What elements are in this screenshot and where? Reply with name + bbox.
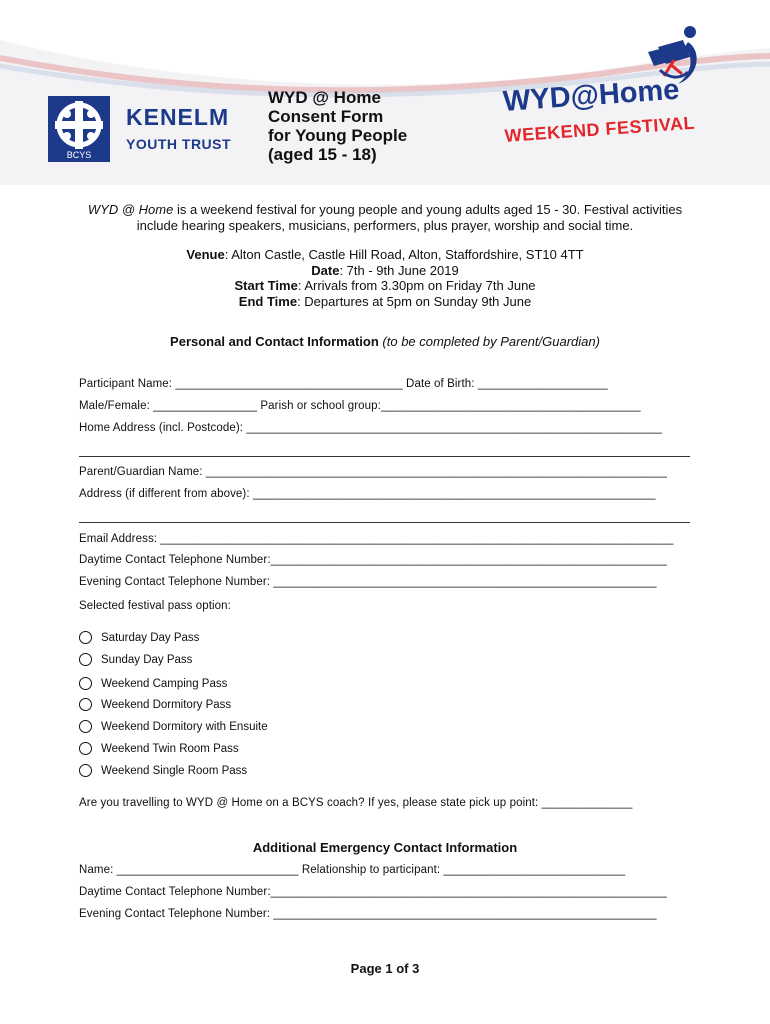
- intro-event-name: WYD @ Home: [87, 202, 174, 217]
- start-time-label: Start Time: [234, 278, 298, 293]
- title-line: (aged 15 - 18): [268, 145, 377, 164]
- emergency-name-relationship-field[interactable]: Name: ____________________________ Relationship to participant: ____________________________: [79, 864, 626, 876]
- pass-option-label: Saturday Day Pass: [101, 632, 200, 644]
- pass-option[interactable]: [79, 742, 239, 755]
- pass-option[interactable]: [79, 677, 227, 690]
- radio-button-icon[interactable]: [79, 677, 92, 690]
- pass-option-label: Sunday Day Pass: [101, 654, 193, 666]
- date-label: Date: [311, 262, 340, 278]
- coach-pickup-field[interactable]: Are you travelling to WYD @ Home on a BCYS coach? If yes, please state pick up point: ______________: [79, 797, 633, 809]
- personal-note: (to be completed by Parent/Guardian): [382, 334, 600, 349]
- evening-phone-field[interactable]: Evening Contact Telephone Number: ___________________________________________________________: [79, 576, 657, 588]
- intro-paragraph: [70, 202, 700, 234]
- event-logo-title: WYD@Home: [502, 73, 681, 118]
- start-time-value: : Arrivals from 3.30pm on Friday 7th June: [297, 278, 536, 293]
- pass-option[interactable]: [79, 698, 231, 711]
- pass-prompt: Selected festival pass option:: [79, 600, 231, 612]
- venue-label: Venue: [186, 247, 225, 262]
- pass-option-label: Weekend Single Room Pass: [101, 765, 248, 777]
- pass-option[interactable]: [79, 631, 199, 644]
- form-title: [268, 88, 448, 164]
- radio-button-icon[interactable]: [79, 742, 92, 755]
- date-value: : 7th - 9th June 2019: [339, 262, 459, 278]
- home-address-line-2[interactable]: [79, 456, 690, 457]
- venue-value: : Alton Castle, Castle Hill Road, Alton, Staffordshire, ST10 4TT: [224, 247, 584, 262]
- daytime-phone-field[interactable]: Daytime Contact Telephone Number:_____________________________________________________________: [79, 554, 667, 566]
- participant-dob-field[interactable]: Participant Name: ___________________________________ Date of Birth: ____________________: [79, 378, 608, 390]
- pass-option[interactable]: [79, 720, 268, 733]
- event-details: [70, 247, 700, 309]
- emergency-section-title: Additional Emergency Contact Information: [252, 840, 518, 855]
- page-number: Page 1 of 3: [350, 961, 420, 976]
- org-subname: YOUTH TRUST: [126, 136, 232, 152]
- guardian-address-line-2[interactable]: [79, 522, 690, 523]
- gender-parish-field[interactable]: Male/Female: ________________ Parish or school group:________________________________________: [79, 400, 641, 412]
- email-field[interactable]: Email Address: _______________________________________________________________________________: [79, 533, 674, 545]
- pass-option-label: Weekend Dormitory Pass: [101, 699, 232, 711]
- event-logo-subtitle: WEEKEND FESTIVAL: [504, 112, 696, 146]
- emergency-daytime-phone-field[interactable]: Daytime Contact Telephone Number:_____________________________________________________________: [79, 886, 667, 898]
- pass-option-label: Weekend Dormitory with Ensuite: [101, 721, 268, 733]
- pass-option[interactable]: [79, 764, 247, 777]
- kenelm-logo: [48, 96, 110, 162]
- org-name: KENELM: [126, 104, 230, 130]
- title-line: for Young People: [268, 126, 408, 145]
- end-time-value: : Departures at 5pm on Sunday 9th June: [297, 293, 532, 309]
- radio-button-icon[interactable]: [79, 631, 92, 644]
- pass-option-label: Weekend Camping Pass: [101, 678, 228, 690]
- guardian-address-field[interactable]: Address (if different from above): ______________________________________________________________: [79, 488, 656, 500]
- wyd-home-logo: [498, 22, 728, 172]
- pass-option-label: Weekend Twin Room Pass: [101, 743, 239, 755]
- intro-text: is a weekend festival for young people and young adults aged 15 - 30. Festival activities include hearing speakers, musicians, performers, plus prayer, worship and social time.: [136, 202, 683, 233]
- end-time-label: End Time: [238, 293, 298, 309]
- emergency-evening-phone-field[interactable]: Evening Contact Telephone Number: ___________________________________________________________: [79, 908, 657, 920]
- radio-button-icon[interactable]: [79, 720, 92, 733]
- radio-button-icon[interactable]: [79, 764, 92, 777]
- radio-button-icon[interactable]: [79, 653, 92, 666]
- pass-option[interactable]: [79, 653, 192, 666]
- title-line: WYD @ Home: [268, 88, 381, 107]
- personal-title: Personal and Contact Information: [170, 334, 379, 349]
- kenelm-logo-text: BCYS: [66, 150, 92, 160]
- title-line: Consent Form: [268, 107, 384, 126]
- guardian-name-field[interactable]: Parent/Guardian Name: _______________________________________________________________________: [79, 466, 668, 478]
- home-address-field[interactable]: Home Address (incl. Postcode): ________________________________________________________________: [79, 422, 663, 434]
- personal-section-title: [70, 334, 700, 349]
- radio-button-icon[interactable]: [79, 698, 92, 711]
